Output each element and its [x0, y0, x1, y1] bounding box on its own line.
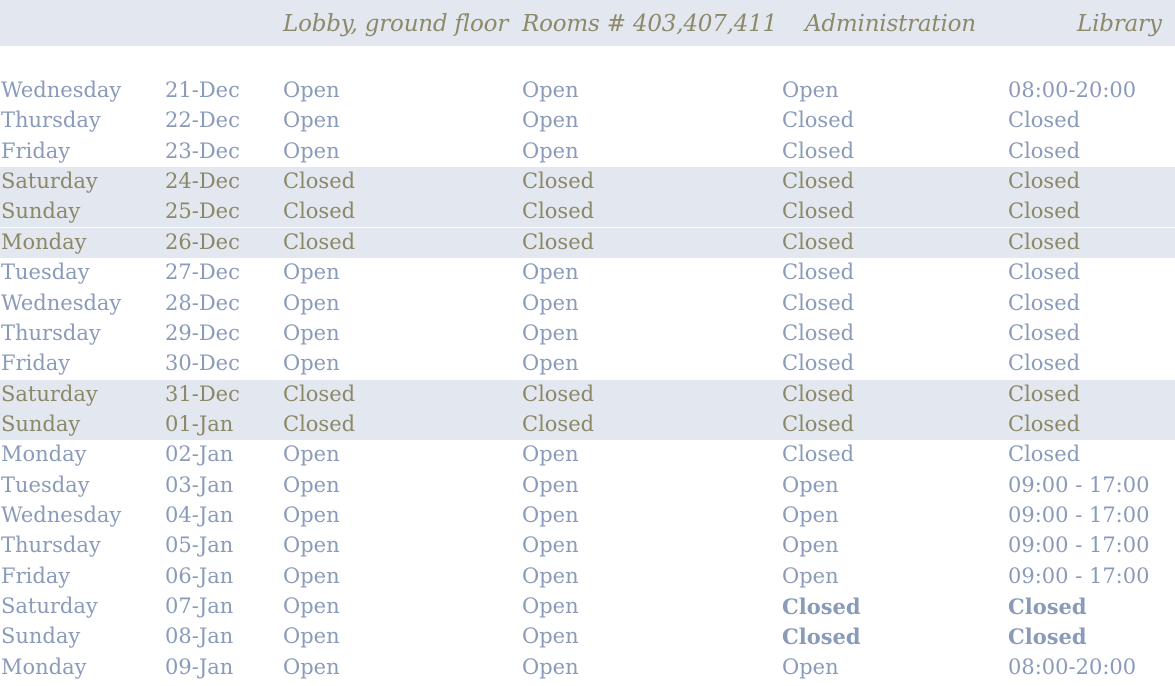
- cell-lobby: Closed: [283, 411, 356, 436]
- cell-date: 06-Jan: [165, 563, 234, 588]
- cell-administration: Open: [782, 654, 839, 679]
- cell-library: 09:00 - 17:00: [1008, 533, 1150, 558]
- cell-administration: Open: [782, 563, 839, 588]
- cell-day: Wednesday: [1, 78, 122, 102]
- cell-date: 21-Dec: [165, 78, 240, 102]
- cell-rooms: Open: [522, 533, 579, 558]
- cell-lobby: Open: [283, 502, 340, 527]
- cell-library: Closed: [1008, 351, 1081, 376]
- cell-library: Closed: [1008, 229, 1081, 254]
- cell-date: 31-Dec: [165, 381, 240, 406]
- cell-date: 01-Jan: [165, 411, 234, 436]
- cell-day: Saturday: [1, 381, 98, 406]
- table-row: [0, 258, 1175, 288]
- cell-date: 02-Jan: [165, 442, 234, 467]
- cell-lobby: Open: [283, 472, 340, 497]
- cell-rooms: Open: [522, 594, 579, 618]
- cell-administration: Closed: [782, 260, 855, 285]
- cell-rooms: Open: [522, 108, 579, 133]
- cell-rooms: Open: [522, 502, 579, 527]
- table-row: [0, 319, 1175, 349]
- cell-administration: Closed: [782, 381, 855, 406]
- cell-date: 03-Jan: [165, 472, 234, 497]
- cell-rooms: Open: [522, 442, 579, 467]
- cell-administration: Closed: [782, 199, 855, 224]
- cell-library: 09:00 - 17:00: [1008, 502, 1150, 527]
- cell-administration: Closed: [782, 290, 855, 315]
- cell-day: Thursday: [1, 533, 101, 558]
- table-row: [0, 106, 1175, 136]
- cell-day: Friday: [1, 138, 71, 163]
- cell-library: Closed: [1008, 442, 1081, 467]
- cell-day: Wednesday: [1, 502, 122, 527]
- header-library: Library: [1077, 11, 1162, 37]
- cell-rooms: Open: [522, 260, 579, 285]
- cell-date: 23-Dec: [165, 138, 240, 163]
- cell-library: Closed: [1008, 260, 1081, 285]
- cell-rooms: Closed: [522, 411, 595, 436]
- cell-rooms: Closed: [522, 229, 595, 254]
- cell-lobby: Open: [283, 260, 340, 285]
- cell-day: Thursday: [1, 108, 101, 133]
- cell-day: Sunday: [1, 199, 81, 224]
- cell-date: 24-Dec: [165, 169, 240, 194]
- cell-lobby: Open: [283, 290, 340, 315]
- cell-administration: Closed: [782, 411, 855, 436]
- cell-library: Closed: [1008, 411, 1081, 436]
- table-row: [0, 380, 1175, 410]
- table-row: [0, 501, 1175, 531]
- cell-administration: Closed: [782, 320, 855, 345]
- cell-administration: Closed: [782, 229, 855, 254]
- cell-rooms: Open: [522, 320, 579, 345]
- cell-lobby: Closed: [283, 381, 356, 406]
- table-row: [0, 76, 1175, 106]
- cell-date: 04-Jan: [165, 502, 234, 527]
- cell-date: 25-Dec: [165, 199, 240, 224]
- cell-date: 08-Jan: [165, 624, 234, 649]
- cell-day: Tuesday: [1, 260, 90, 285]
- cell-day: Friday: [1, 563, 71, 588]
- cell-day: Monday: [1, 654, 87, 679]
- cell-day: Friday: [1, 351, 71, 376]
- cell-administration: Closed: [782, 169, 855, 194]
- cell-administration: Open: [782, 533, 839, 558]
- table-row: [0, 531, 1175, 561]
- table-row: [0, 562, 1175, 592]
- cell-administration: Open: [782, 472, 839, 497]
- table-row: [0, 349, 1175, 379]
- table-row: [0, 440, 1175, 470]
- cell-day: Wednesday: [1, 290, 122, 315]
- cell-rooms: Open: [522, 138, 579, 163]
- cell-rooms: Open: [522, 472, 579, 497]
- cell-rooms: Open: [522, 563, 579, 588]
- cell-day: Tuesday: [1, 472, 90, 497]
- cell-lobby: Open: [283, 351, 340, 376]
- cell-library: Closed: [1008, 594, 1087, 619]
- cell-date: 22-Dec: [165, 108, 240, 133]
- cell-date: 09-Jan: [165, 654, 234, 679]
- cell-library: Closed: [1008, 381, 1081, 406]
- cell-rooms: Open: [522, 624, 579, 649]
- cell-lobby: Closed: [283, 229, 356, 254]
- cell-lobby: Closed: [283, 199, 356, 224]
- cell-date: 05-Jan: [165, 533, 234, 558]
- table-row: [0, 592, 1175, 622]
- cell-rooms: Open: [522, 654, 579, 679]
- header-administration: Administration: [805, 11, 976, 37]
- cell-day: Monday: [1, 229, 87, 254]
- cell-library: 08:00-20:00: [1008, 654, 1137, 679]
- table-header: [0, 0, 1175, 46]
- cell-administration: Closed: [782, 594, 861, 619]
- cell-lobby: Open: [283, 442, 340, 467]
- cell-lobby: Open: [283, 563, 340, 588]
- cell-date: 30-Dec: [165, 351, 240, 376]
- cell-lobby: Closed: [283, 169, 356, 194]
- cell-day: Thursday: [1, 320, 101, 345]
- cell-library: Closed: [1008, 199, 1081, 224]
- cell-library: Closed: [1008, 290, 1081, 315]
- header-lobby: Lobby, ground floor: [283, 11, 509, 37]
- cell-day: Sunday: [1, 624, 81, 649]
- table-row: [0, 228, 1175, 258]
- cell-date: 28-Dec: [165, 290, 240, 315]
- table-row: [0, 653, 1175, 683]
- cell-lobby: Open: [283, 624, 340, 649]
- cell-administration: Closed: [782, 442, 855, 467]
- cell-day: Sunday: [1, 411, 81, 436]
- cell-library: Closed: [1008, 108, 1081, 133]
- table-row: [0, 137, 1175, 167]
- cell-administration: Closed: [782, 138, 855, 163]
- cell-rooms: Closed: [522, 199, 595, 224]
- cell-library: Closed: [1008, 320, 1081, 345]
- cell-lobby: Open: [283, 654, 340, 679]
- table-row: [0, 471, 1175, 501]
- table-row: [0, 410, 1175, 440]
- cell-rooms: Open: [522, 78, 579, 102]
- cell-date: 07-Jan: [165, 594, 234, 618]
- cell-rooms: Open: [522, 290, 579, 315]
- cell-rooms: Closed: [522, 381, 595, 406]
- table-row: [0, 167, 1175, 197]
- cell-rooms: Open: [522, 351, 579, 376]
- cell-lobby: Open: [283, 533, 340, 558]
- cell-administration: Closed: [782, 351, 855, 376]
- cell-rooms: Closed: [522, 169, 595, 194]
- cell-day: Saturday: [1, 169, 98, 194]
- header-rooms: Rooms # 403,407,411: [522, 11, 778, 37]
- cell-administration: Open: [782, 78, 839, 102]
- cell-administration: Open: [782, 502, 839, 527]
- cell-administration: Closed: [782, 624, 861, 650]
- cell-library: Closed: [1008, 138, 1081, 163]
- cell-day: Saturday: [1, 594, 98, 618]
- cell-lobby: Open: [283, 108, 340, 133]
- cell-library: 08:00-20:00: [1008, 78, 1137, 102]
- table-row: [0, 622, 1175, 652]
- cell-date: 27-Dec: [165, 260, 240, 285]
- table-row: [0, 197, 1175, 227]
- cell-lobby: Open: [283, 78, 340, 102]
- cell-date: 29-Dec: [165, 320, 240, 345]
- cell-library: 09:00 - 17:00: [1008, 472, 1150, 497]
- cell-day: Monday: [1, 442, 87, 467]
- table-row: [0, 289, 1175, 319]
- cell-lobby: Open: [283, 594, 340, 618]
- cell-administration: Closed: [782, 108, 855, 133]
- cell-lobby: Open: [283, 138, 340, 163]
- cell-library: 09:00 - 17:00: [1008, 563, 1150, 588]
- cell-date: 26-Dec: [165, 229, 240, 254]
- cell-library: Closed: [1008, 169, 1081, 194]
- cell-library: Closed: [1008, 624, 1087, 650]
- cell-lobby: Open: [283, 320, 340, 345]
